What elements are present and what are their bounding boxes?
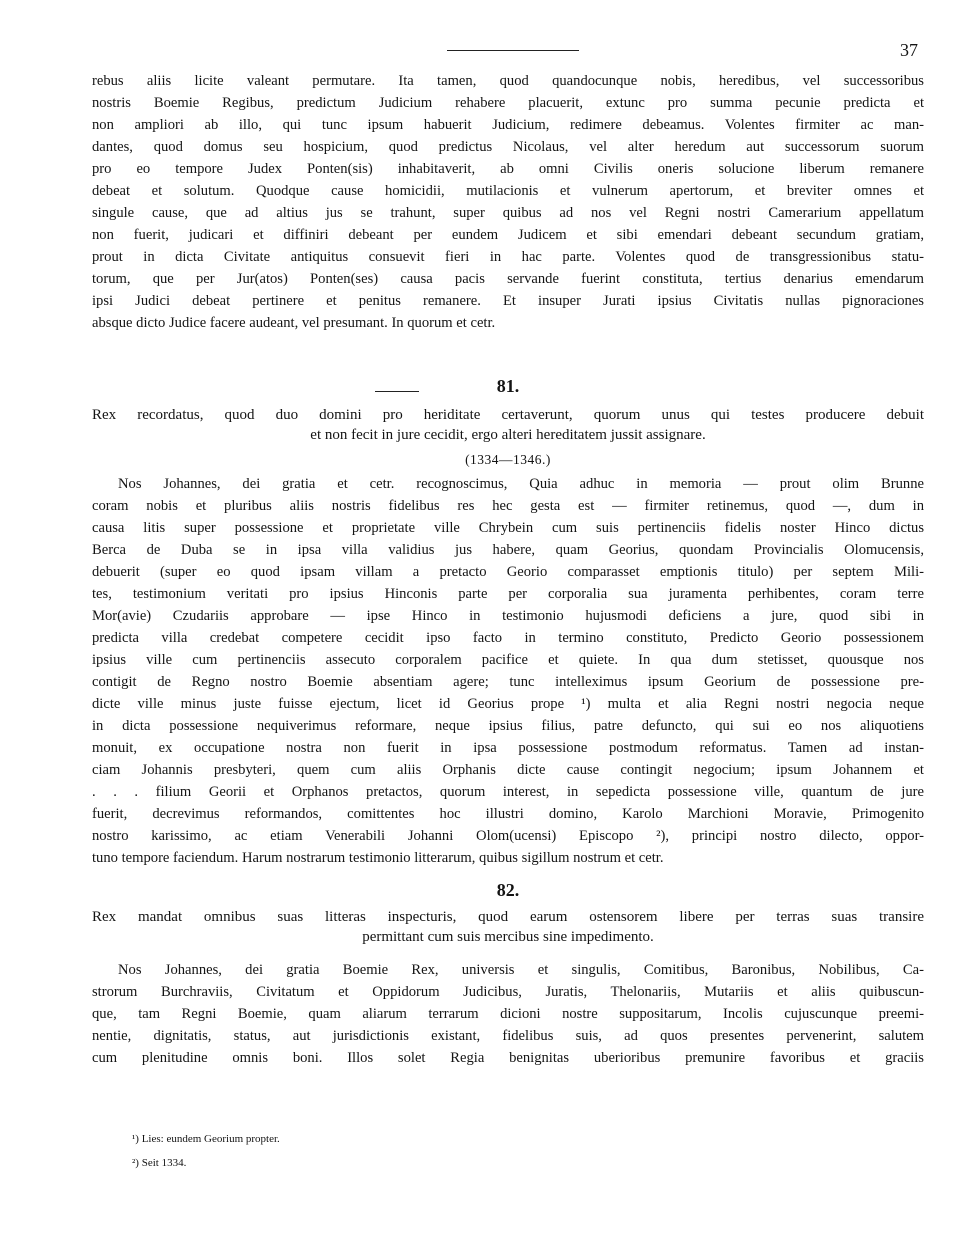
text-line: contigit de Regno nostro Boemie absentiam agere; tunc intelleximus ipsum Georium de possessione pre- <box>92 674 924 690</box>
text-line: in dicta possessione nequiverimus reformare, neque ipsius filius, patre defuncto, qui sui eo nos aliquotiens <box>92 718 924 734</box>
text-line: ipsius ville cum pertinenciis assecuto corporalem pacifice et quiete. In qua dum stetisset, quousque nos <box>92 652 924 668</box>
text-line: debuerit (super eo quod ipsam villam a pretacto Georio comparasset emptionis titulo) per septem Mili- <box>92 564 924 580</box>
text-line: torum, que per Jur(atos) Ponten(ses) causa pacis servande fuerint constituta, tertius denarius emendarum <box>92 271 924 287</box>
section-number-81: 81. <box>496 376 520 396</box>
text-line: strorum Burchraviis, Civitatum et Oppidorum Judicibus, Juratis, Thelonariis, Mutariis et aliis quibuscun- <box>92 984 924 1000</box>
text-line: predicta villa credebat competere cecidit ipso facto in termino constituto, Predicto Georio possessionem <box>92 630 924 646</box>
text-line: coram nobis et pluribus aliis nostris fidelibus res hec gesta est — firmiter retinemus, quod —, dum in <box>92 498 924 514</box>
footnote-2: ²) Seit 1334. <box>132 1157 187 1169</box>
text-line: fuerit, decrevimus reformandos, comittentes hoc illustri domino, Karolo Marchioni Moravie, Primogenito <box>92 806 924 822</box>
text-line: que, tam Regni Boemie, quam aliarum terrarum dicioni nostre suppositarum, Incolis cujuscunque preemi- <box>92 1006 924 1022</box>
text-line: dantes, quod domus seu hospicium, quod predictus Nicolaus, vel alter heredum aut successorum suorum <box>92 139 924 155</box>
text-line: tuno tempore faciendum. Harum nostrarum testimonio litterarum, quibus sigillum nostrum et cetr. <box>92 850 664 866</box>
header-rule <box>447 50 579 51</box>
text-line: Nos Johannes, dei gratia Boemie Rex, universis et singulis, Comitibus, Baronibus, Nobilibus, Ca- <box>118 962 924 978</box>
text-line: singule cause, que ad altius jus se trahunt, super quibus ad nos vel Regni nostri Camerarium appellatum <box>92 205 924 221</box>
page-number: 37 <box>900 40 918 60</box>
text-line: causa litis super possessione et proprietate ville Chrybein cum suis pertinenciis fidelis noster Hinco dictus <box>92 520 924 536</box>
section-81-summary: Rex recordatus, quod duo domini pro heriditate certaverunt, quorum unus qui testes producere debuit <box>92 407 924 423</box>
text-line: pro eo tempore Judex Ponten(sis) inhabitaverit, ab omni Civilis oneris solucione liberum remanere <box>92 161 924 177</box>
text-line: absque dicto Judice facere audeant, vel presumant. In quorum et cetr. <box>92 315 496 331</box>
text-line: tes, testimonium veritati pro ipsius Hinconis parte per corporalia sua juramenta perhibentes, coram terre <box>92 586 924 602</box>
section-82-summary-cont: permittant cum suis mercibus sine impedimento. <box>362 929 654 945</box>
text-line: nostro karissimo, ac etiam Venerabili Johanni Olom(ucensi) Episcopo ²), principi nostro dilecto, oppor- <box>92 828 924 844</box>
section-number-82: 82. <box>496 880 520 900</box>
section-81-date: (1334—1346.) <box>465 452 551 467</box>
section-81-summary-cont: et non fecit in jure cecidit, ergo alteri hereditatem jussit assignare. <box>310 427 706 443</box>
text-line: debeat et solutum. Quodque cause homicidii, mutilacionis et vulnerum apertorum, et breviter omnes et <box>92 183 924 199</box>
text-line: nentie, dignitatis, status, aut jurisdictionis existant, fidelibus suis, ad quos presentes pervenerint, salutem <box>92 1028 924 1044</box>
text-line: non ampliori ab illo, qui tunc ipsum habuerit Judicium, redimere debeamus. Volentes firmiter ac man- <box>92 117 924 133</box>
text-line: rebus aliis licite valeant permutare. Ita tamen, quod quandocunque nobis, heredibus, vel successoribus <box>92 73 924 89</box>
text-line: Mor(avie) Czudariis approbare — ipse Hinco in testimonio hujusmodi deficiens a jure, quod sibi in <box>92 608 924 624</box>
text-line: nostris Boemie Regibus, predictum Judicium rehabere placuerit, extunc pro summa pecunie predicta et <box>92 95 924 111</box>
footnote-1: ¹) Lies: eundem Georium propter. <box>132 1133 280 1145</box>
text-line: cum plenitudine omnis boni. Illos solet Regia benignitas uberioribus premunire favoribus et graciis <box>92 1050 924 1066</box>
text-line: prout in dicta Civitate antiquitus consuevit fieri in hac parte. Volentes quod de transgressionibus statu- <box>92 249 924 265</box>
section-82-summary: Rex mandat omnibus suas litteras inspecturis, quod earum ostensorem libere per terras suas transire <box>92 909 924 925</box>
text-line: dicte ville minus juste fuisse ejectum, licet id Georius prope ¹) multa et alia Regni nostri negocia neque <box>92 696 924 712</box>
text-line: . . . filium Georii et Orphanos pretactos, quorum interest, in sepedicta possessione ville, quantum de jure <box>92 784 924 800</box>
text-line: ciam Johannis presbyteri, quem cum aliis Orphanis dicte cause contingit negocium; ipsum Johannem et <box>92 762 924 778</box>
text-line: monuit, ex occupatione nostra non fuerit in ipsa possessione postmodum reformatus. Tamen ad instan- <box>92 740 924 756</box>
text-line: Nos Johannes, dei gratia et cetr. recognoscimus, Quia adhuc in memoria — prout olim Brunne <box>118 476 924 492</box>
text-line: non fuerit, judicari et diffiniri debeant per eundem Judicem et sibi emendari debeant secundum gratiam, <box>92 227 924 243</box>
text-line: Berca de Duba se in ipsa villa validius jus habere, quam Georius, quondam Provincialis Olomucensis, <box>92 542 924 558</box>
text-line: ipsi Judici debeat pertinere et penitus remanere. Et insuper Jurati ipsius Civitatis nullas pignoraciones <box>92 293 924 309</box>
